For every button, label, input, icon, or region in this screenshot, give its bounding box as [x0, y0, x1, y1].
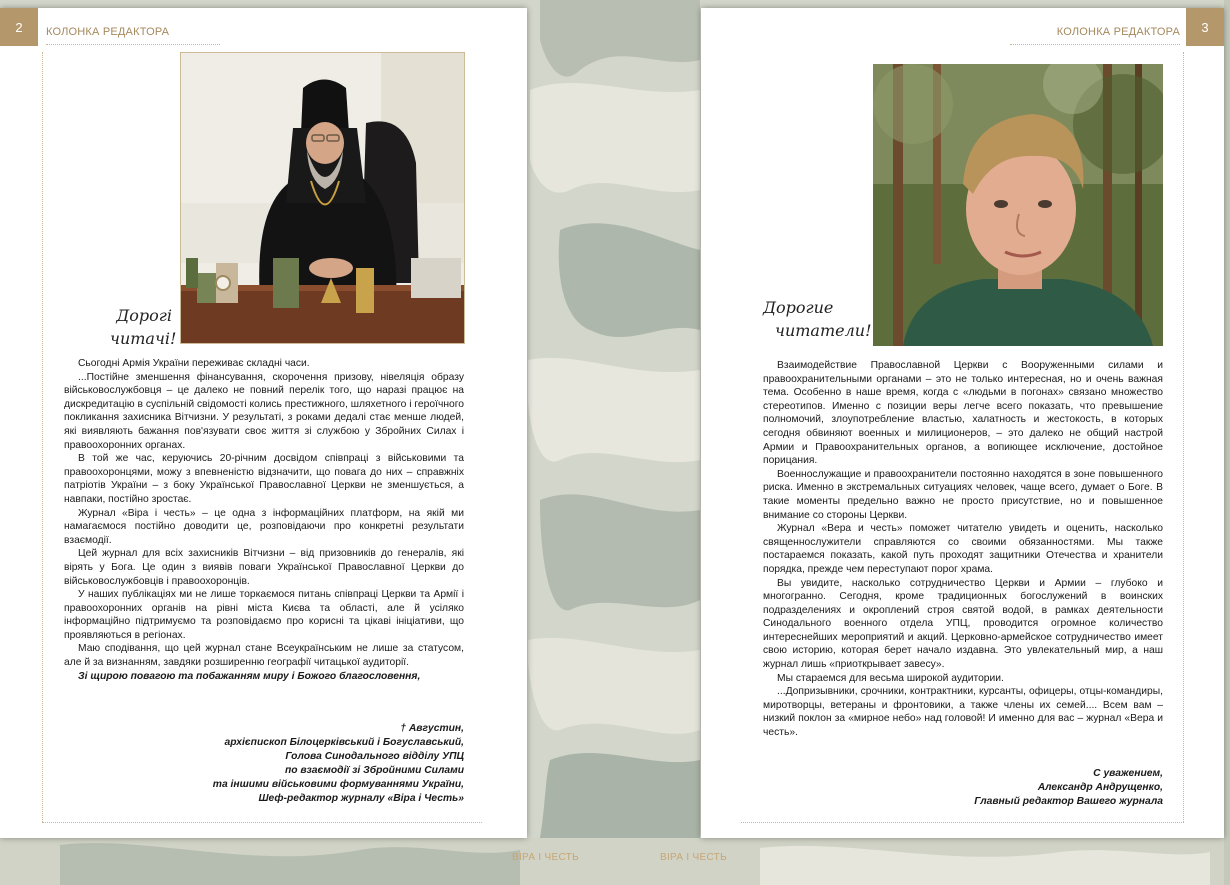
paragraph: Журнал «Віра і честь» – це одна з інформаційних платформ, на якій ми намагаємося постійно доводити це, розповідаючи про конкретні результати взаємодії. — [64, 507, 464, 546]
header-rule — [1010, 44, 1180, 45]
signature-line: архієпископ Білоцерківський і Богуславський, — [224, 737, 464, 748]
header-rule — [46, 44, 220, 45]
paragraph: Сьогодні Армія України переживає складні часи. — [78, 358, 310, 369]
closing-line: Зі щирою повагою та побажанням миру і Божого благословення, — [78, 670, 421, 682]
paragraph: Цей журнал для всіх захисників Вітчизни – від призовників до генералів, які вірять у Бога. Це один з виявів поваги Української Православної Церкви до військовослужбовців і правоохоронців. — [64, 548, 464, 587]
paragraph: Военнослужащие и правоохранители постоянно находятся в зоне повышенного риска. Именно в экстремальных ситуациях человек, чаще всего, думает о Боге. В такие моменты предельно важно не просто присутствие, но и повышенное внимание со стороны Церкви. — [763, 468, 1163, 521]
greeting-line: Дорогие — [763, 298, 834, 317]
paragraph: ...Допризывники, срочники, контрактники, курсанты, офицеры, отцы-командиры, миротворцы, ветераны и фронтовики, а также члены их семей.... Всем вам – низкий поклон за «мирное небо» над головой! И именно для вас – журнал «Вера и честь». — [763, 686, 1163, 739]
paragraph: ...Постійне зменшення фінансування, скорочення призову, нівеляція образу військовослужбовця – це далеко не повний перелік того, що наразі працює на дискредитацію в суспільній свідомості колись престижного, шляхетного і героїчного покликання захисника Вітчизни. У результаті, з роками дедалі стає менше людей, які виявляють бажання пов'язувати своє життя зі службою у Збройних Силах і правоохоронних органах. — [64, 371, 464, 451]
paragraph: Журнал «Вера и честь» поможет читателю увидеть и оценить, насколько священнослужители справляются со своими обязанностями. Мы также постараемся показать, какой путь проходят защитники Отечества и хранители порядка, прежде чем переступают порог храма. — [763, 523, 1163, 575]
margin-rule — [1183, 52, 1184, 822]
paragraph: Мы стараемся для весьма широкой аудитории. — [777, 672, 1004, 684]
greeting-line: Дорогі — [116, 306, 172, 325]
right-page — [701, 8, 1224, 838]
article-body — [64, 357, 464, 683]
greeting — [110, 304, 177, 350]
margin-rule — [42, 52, 43, 822]
paragraph: Вы увидите, насколько сотрудничество Церкви и Армии – глубоко и многогранно. Сегодня, кроме традиционных богослужений в воинских подразделениях и окроплений строя святой водой, в рамках деятельности Синодального военного отдела УПЦ, проводится огромное количество интереснейших мероприятий и акций. Церковно-армейское сотрудничество имеет свою историю, которая берет начало издавна. Это увлекательный мир, а наш журнал лишь «приоткрывает завесу». — [763, 577, 1163, 671]
paragraph: В той же час, керуючись 20-річним досвідом співпраці з військовими та правоохоронцями, можу з впевненістю відзначити, що повага до них – справжніх патріотів України – з боку Української Православної Церкви не зменшується, а навпаки, постійно зростає. — [64, 453, 464, 505]
running-head: КОЛОНКА РЕДАКТОРА — [46, 26, 170, 38]
greeting — [763, 296, 872, 342]
signature-line: † Августин, — [400, 723, 464, 734]
signature-line: по взаємодії зі Збройними Силами — [284, 765, 464, 776]
paragraph: Взаимодействие Православной Церкви с Вооруженными силами и правоохранительными органами – это не только интересная, но и очень важная тема. Особенно в наше время, когда с «людьми в погонах» связано множество стереотипов. Именно с позиции веры легче всего показать, что превышение полномочий, злоупотребление властью, халатность и жестокость, в которых сегодня обвиняют военных и милиционеров, – это далеко не общий настрой Армии и Правоохранительных органов, а вопиющее исключение, достойное порицания. — [763, 360, 1163, 467]
footer-rule — [42, 822, 482, 823]
paragraph: Маю сподівання, що цей журнал стане Всеукраїнським не лише за статусом, але й за визнанням, завдяки розширенню географії читацької аудиторії. — [64, 643, 464, 669]
signature-line: Голова Синодального відділу УПЦ — [285, 751, 464, 762]
paragraph: У наших публікаціях ми не лише торкаємося питань співпраці Церкви та Армії і правоохоронних органів на рівні міста Києва та області, але й усіляко інформаційно підтримуємо та розповідаємо про корисні та цікаві ініціативи, що проявляються в регіонах. — [64, 589, 464, 641]
archbishop-photo — [180, 52, 465, 344]
footer-magazine-name: ВІРА І ЧЕСТЬ — [512, 852, 579, 863]
footer-rule — [741, 822, 1184, 823]
greeting-line: читатели! — [775, 321, 872, 340]
signature-block — [881, 767, 1163, 809]
signature-line: та іншими військовими формуваннями України, — [212, 779, 464, 790]
signature-block — [180, 722, 464, 806]
running-head: КОЛОНКА РЕДАКТОРА — [1056, 26, 1180, 38]
editor-photo — [873, 64, 1163, 346]
left-page — [0, 8, 527, 838]
footer-magazine-name: ВІРА І ЧЕСТЬ — [660, 852, 727, 863]
article-body — [763, 359, 1163, 740]
signature-line: Шеф-редактор журналу «Віра і Честь» — [258, 793, 464, 804]
page-number: 2 — [0, 8, 38, 46]
signature-line: С уважением, — [1093, 768, 1163, 779]
greeting-line: читачі! — [110, 329, 177, 348]
signature-line: Александр Андрущенко, — [1037, 782, 1163, 793]
signature-line: Главный редактор Вашего журнала — [974, 796, 1163, 807]
page-number: 3 — [1186, 8, 1224, 46]
